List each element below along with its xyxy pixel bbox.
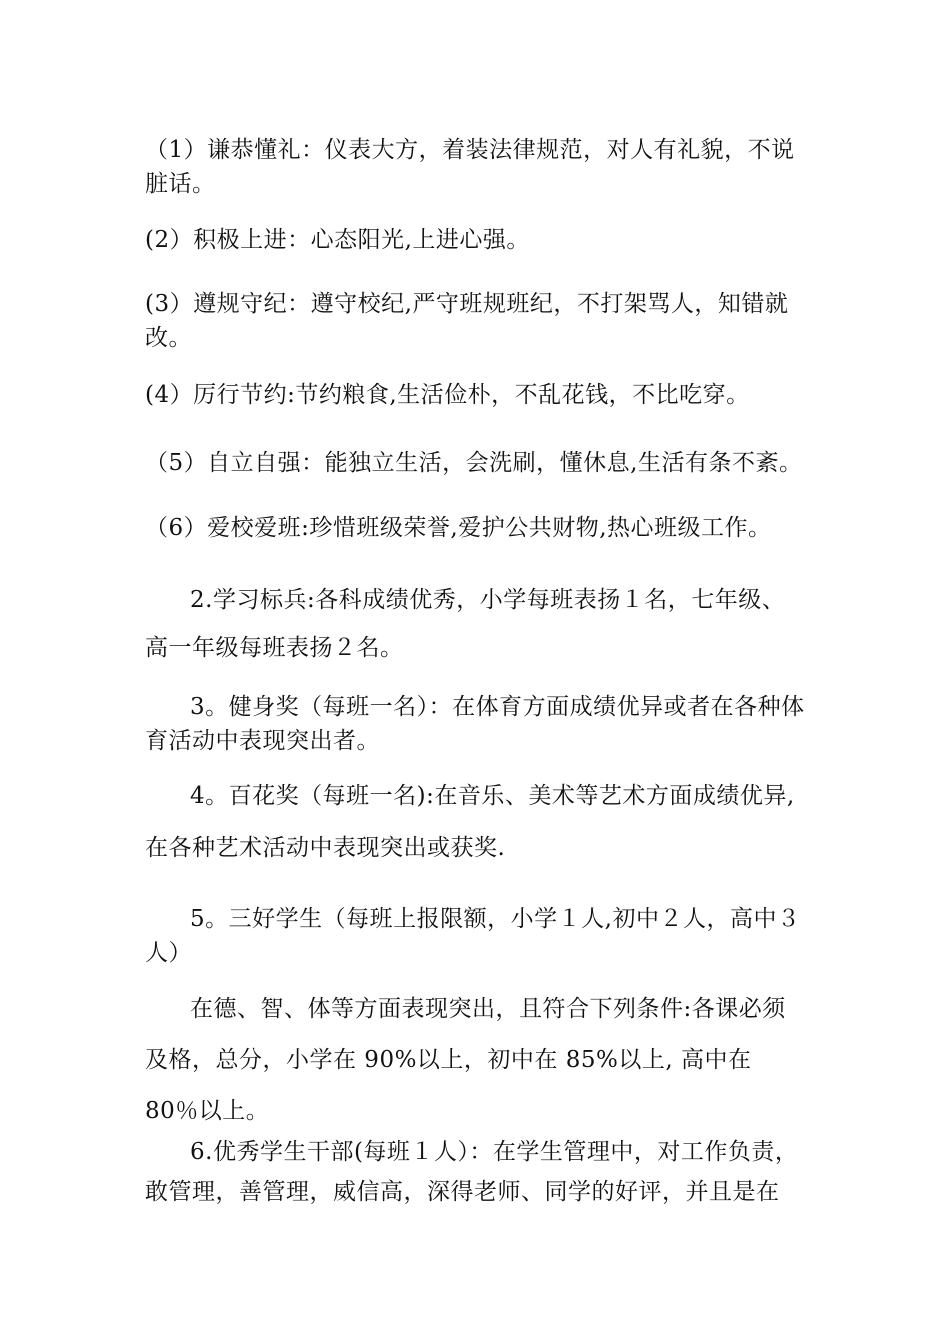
paragraph-5: （5）自立自强：能独立生活，会洗刷，懂休息,生活有条不紊。 [145,450,803,476]
paragraph-1: （1）谦恭懂礼：仪表大方，着装法律规范，对人有礼貌，不说脏话。 [145,137,795,197]
paragraph-12: 6.优秀学生干部(每班１人）：在学生管理中，对工作负责，敢管理，善管理，威信高，深得老师、同学的好评，并且是在 [145,1139,799,1205]
paragraph-11: 在德、智、体等方面表现突出，且符合下列条件:各课必须及格，总分，小学在 90%以上，初中在 85%以上, 高中在 80％以上。 [145,996,786,1124]
paragraph-4: (4）厉行节约:节约粮食,生活俭朴，不乱花钱，不比吃穿。 [145,382,750,408]
paragraph-2: (2）积极上进：心态阳光,上进心强。 [145,227,530,253]
paragraph-10: 5。三好学生（每班上报限额，小学１人,初中２人，高中３人） [145,906,801,966]
paragraph-8: 3。健身奖（每班一名）：在体育方面成绩优异或者在各种体育活动中表现突出者。 [145,694,805,754]
paragraph-7: 2.学习标兵:各科成绩优秀，小学每班表扬１名，七年级、高一年级每班表扬２名。 [145,587,786,661]
paragraph-6: （6）爱校爱班:珍惜班级荣誉,爱护公共财物,热心班级工作。 [145,515,772,541]
paragraph-3: (3）遵规守纪：遵守校纪,严守班规班纪，不打架骂人，知错就改。 [145,291,789,351]
paragraph-9: 4。百花奖（每班一名):在音乐、美术等艺术方面成绩优异,在各种艺术活动中表现突出或获奖. [145,783,795,861]
